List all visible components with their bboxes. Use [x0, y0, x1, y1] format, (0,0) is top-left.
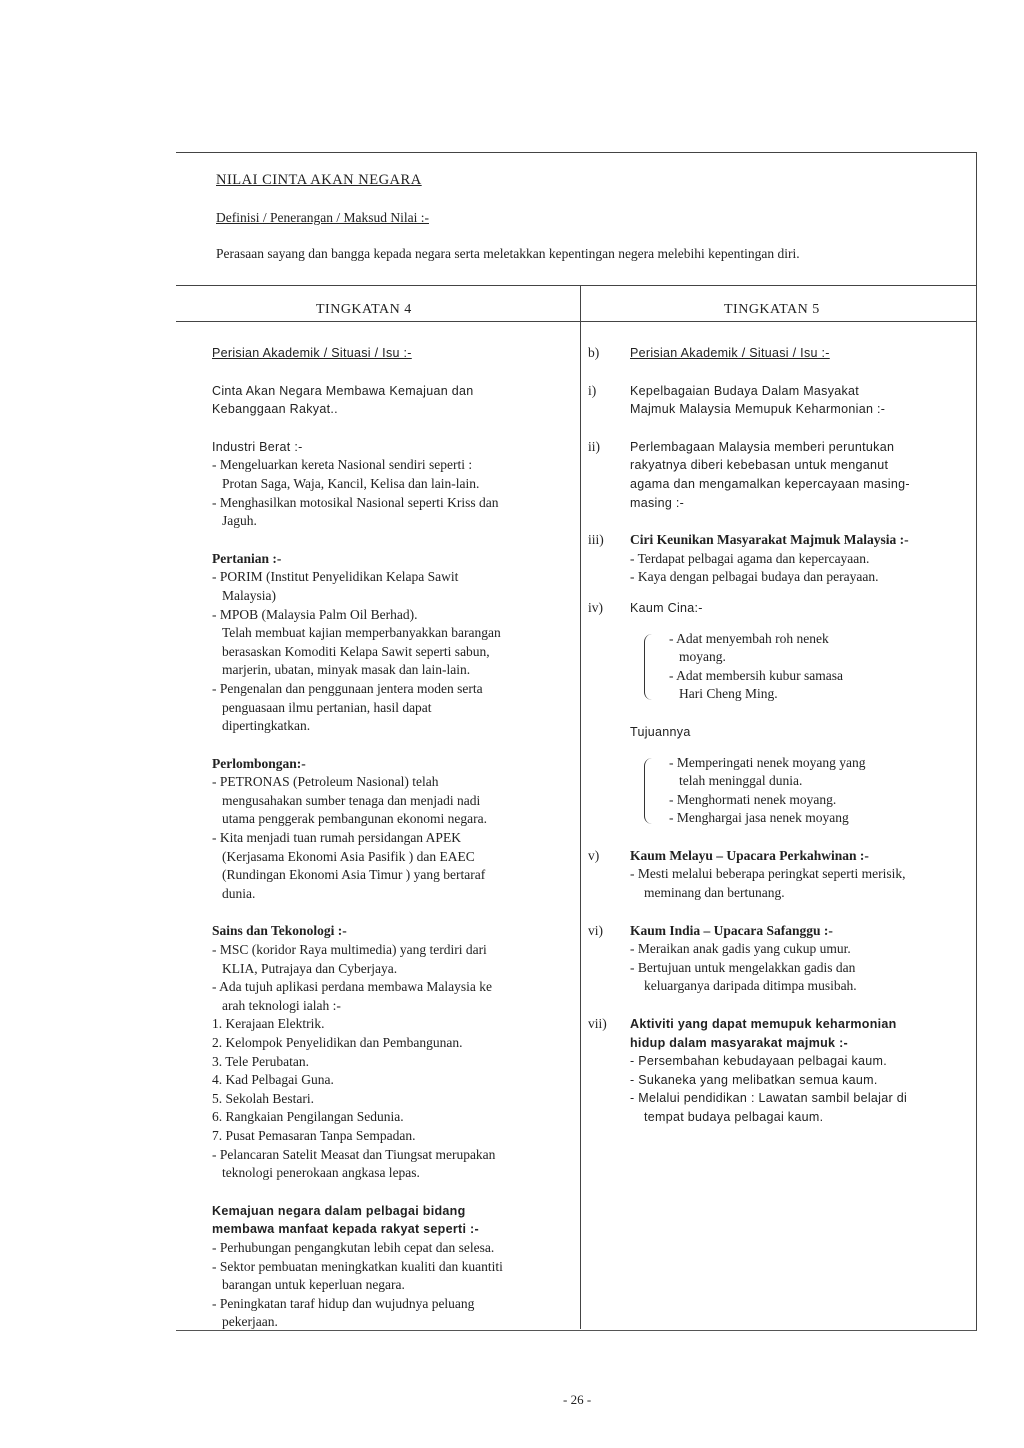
tujuannya-brace [644, 754, 974, 828]
pertanian-label: Pertanian :- [212, 550, 282, 566]
item-line: Majmuk Malaysia Memupuk Keharmonian :- [630, 402, 886, 417]
definition-text: Perasaan sayang dan bangga kepada negara serta meletakkan kepentingan negera melebihi kepentingan diri. [216, 246, 800, 261]
right-column-heading: TINGKATAN 5 [724, 302, 820, 317]
list-item [588, 531, 974, 587]
column-divider [580, 286, 581, 1329]
right-section-label: Perisian Akademik / Situasi / Isu :- [630, 346, 830, 360]
definition-label: Definisi / Penerangan / Maksud Nilai :- [216, 210, 429, 225]
item-line: - Persembahan kebudayaan pelbagai kaum. [630, 1054, 887, 1069]
item-line: masing :- [630, 495, 685, 510]
perlombongan-line: - PETRONAS (Petroleum Nasional) telah [212, 774, 439, 790]
kemajuan-label: Kemajuan negara dalam pelbagai bidang [212, 1203, 466, 1218]
list-item [588, 922, 974, 996]
item-title: Kaum India – Upacara Safanggu :- [630, 922, 833, 938]
page-title: NILAI CINTA AKAN NEGARA [216, 172, 422, 188]
perlombongan-line: - Kita menjadi tuan rumah persidangan APEK [212, 830, 461, 846]
left-topic-line: Kebanggaan Rakyat.. [212, 402, 338, 417]
pertanian-line: marjerin, ubatan, minyak masak dan lain-lain. [222, 662, 471, 678]
item-line: - Meraikan anak gadis yang cukup umur. [630, 941, 851, 957]
item-number: iii) [588, 532, 604, 548]
brace-line: telah meninggal dunia. [679, 773, 803, 789]
sains-line: 2. Kelompok Penyelidikan dan Pembangunan. [212, 1035, 463, 1050]
perlombongan-line: (Kerjasama Ekonomi Asia Pasifik ) dan EAEC [222, 848, 475, 864]
item-line: keluarganya daripada ditimpa musibah. [644, 978, 857, 994]
perlombongan-line: dunia. [222, 885, 256, 901]
item-number: ii) [588, 438, 600, 454]
perlombongan-line: mengusahakan sumber tenaga dan menjadi nadi [222, 792, 481, 808]
sains-line: - Pelancaran Satelit Measat dan Tiungsat merupakan [212, 1146, 496, 1162]
item-line: agama dan mengamalkan kepercayaan masing- [630, 476, 910, 491]
item-number: v) [588, 847, 600, 863]
pertanian-line: Telah membuat kajian memperbanyakkan barangan [222, 625, 501, 641]
pertanian-line: - MPOB (Malaysia Palm Oil Berhad). [212, 606, 418, 622]
kemajuan-line: barangan untuk keperluan negara. [222, 1277, 405, 1293]
industri-line: Protan Saga, Waja, Kancil, Kelisa dan lain-lain. [222, 475, 480, 491]
sains-line: - Ada tujuh aplikasi perdana membawa Malaysia ke [212, 979, 493, 995]
right-column [588, 344, 974, 1127]
item-line: - Terdapat pelbagai agama dan kepercayaan. [630, 550, 870, 566]
left-column [212, 344, 572, 1332]
item-line: tempat budaya pelbagai kaum. [644, 1110, 824, 1124]
item-number: vii) [588, 1016, 607, 1032]
cina-adat-brace [644, 630, 974, 704]
sains-line: 3. Tele Perubatan. [212, 1053, 310, 1069]
left-topic-line: Cinta Akan Negara Membawa Kemajuan dan [212, 383, 474, 398]
right-section-header [588, 344, 974, 363]
pertanian-line: penguasaan ilmu pertanian, hasil dapat [222, 699, 432, 715]
kemajuan-line: - Peningkatan taraf hidup dan wujudnya peluang [212, 1295, 475, 1311]
brace-line: - Menghargai jasa nenek moyang [669, 810, 849, 826]
tujuannya-label: Tujuannya [630, 724, 691, 739]
page-number: - 26 - [563, 1392, 592, 1407]
header-divider [176, 285, 977, 286]
list-item [588, 438, 974, 512]
pertanian-line: - PORIM (Institut Penyelidikan Kelapa Sawit [212, 569, 459, 585]
perlombongan-line: (Rundingan Ekonomi Asia Timur ) yang bertaraf [222, 867, 486, 883]
item-line: - Bertujuan untuk mengelakkan gadis dan [630, 959, 856, 975]
item-number: iv) [588, 599, 603, 615]
item-line: rakyatnya diberi kebebasan untuk menganut [630, 458, 889, 473]
item-title: Aktiviti yang dapat memupuk keharmonian [630, 1017, 897, 1032]
item-title: Kaum Melayu – Upacara Perkahwinan :- [630, 847, 869, 863]
left-column-heading: TINGKATAN 4 [316, 302, 412, 317]
kemajuan-line: - Perhubungan pengangkutan lebih cepat dan selesa. [212, 1239, 495, 1255]
sains-line: - MSC (koridor Raya multimedia) yang terdiri dari [212, 942, 487, 958]
item-line: - Kaya dengan pelbagai budaya dan perayaan. [630, 569, 879, 585]
pertanian-line: Malaysia) [222, 587, 276, 603]
sains-line: teknologi penerokaan angkasa lepas. [222, 1165, 420, 1181]
item-title: Kaum Cina:- [630, 600, 703, 615]
industri-label: Industri Berat :- [212, 439, 303, 454]
brace-icon [644, 634, 663, 700]
pertanian-line: dipertingkatkan. [222, 718, 311, 734]
kemajuan-line: pekerjaan. [222, 1314, 278, 1330]
sains-line: 6. Rangkaian Pengilangan Sedunia. [212, 1109, 404, 1125]
list-item [588, 1015, 974, 1127]
item-title: Ciri Keunikan Masyarakat Majmuk Malaysia :- [630, 532, 909, 548]
left-section-label: Perisian Akademik / Situasi / Isu :- [212, 346, 412, 360]
perlombongan-line: utama penggerak pembangunan ekonomi negara. [222, 811, 488, 827]
pertanian-line: berasaskan Komoditi Kelapa Sawit seperti sabun, [222, 643, 490, 659]
list-item [588, 599, 974, 618]
kemajuan-line: - Sektor pembuatan meningkatkan kualiti dan kuantiti [212, 1258, 503, 1274]
pertanian-line: - Pengenalan dan penggunaan jentera moden serta [212, 680, 483, 696]
brace-line: moyang. [679, 649, 726, 665]
brace-line: - Memperingati nenek moyang yang [669, 754, 866, 770]
industri-line: - Mengeluarkan kereta Nasional sendiri seperti : [212, 457, 473, 473]
item-title: hidup dalam masyarakat majmuk :- [630, 1035, 849, 1050]
item-line: - Mesti melalui beberapa peringkat seperti merisik, [630, 866, 906, 882]
item-line: Perlembagaan Malaysia memberi peruntukan [630, 439, 895, 454]
sains-line: 4. Kad Pelbagai Guna. [212, 1072, 334, 1088]
perlombongan-label: Perlombongan:- [212, 755, 306, 771]
brace-line: - Menghormati nenek moyang. [669, 791, 837, 807]
item-line: - Sukaneka yang melibatkan semua kaum. [630, 1072, 878, 1087]
brace-line: - Adat menyembah roh nenek [669, 630, 829, 646]
industri-line: Jaguh. [222, 513, 257, 529]
section-marker: b) [588, 345, 600, 360]
kemajuan-label: membawa manfaat kepada rakyat seperti :- [212, 1222, 479, 1237]
industri-line: - Menghasilkan motosikal Nasional seperti Kriss dan [212, 494, 499, 510]
sains-line: arah teknologi ialah :- [222, 997, 341, 1013]
sains-line: KLIA, Putrajaya dan Cyberjaya. [222, 960, 398, 976]
item-line: - Melalui pendidikan : Lawatan sambil belajar di [630, 1091, 908, 1106]
sains-line: 7. Pusat Pemasaran Tanpa Sempadan. [212, 1127, 416, 1143]
brace-line: - Adat membersih kubur samasa [669, 667, 843, 683]
item-number: i) [588, 382, 597, 398]
item-number: vi) [588, 922, 603, 938]
sains-label: Sains dan Tekonologi :- [212, 923, 347, 939]
brace-line: Hari Cheng Ming. [679, 686, 778, 702]
item-line: meminang dan bertunang. [644, 885, 785, 901]
list-item [588, 847, 974, 903]
list-item [588, 382, 974, 419]
column-heading-divider [176, 321, 977, 322]
item-line: Kepelbagaian Budaya Dalam Masyakat [630, 383, 860, 398]
sains-line: 5. Sekolah Bestari. [212, 1090, 314, 1106]
brace-icon [644, 758, 663, 824]
sains-line: 1. Kerajaan Elektrik. [212, 1016, 325, 1032]
